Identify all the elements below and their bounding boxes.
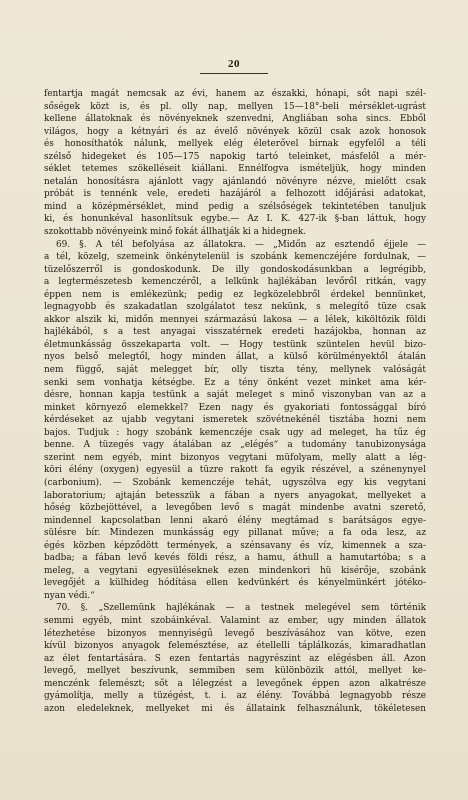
text-line: 70. §. „Szellemünk hajlékának — a testnek melegével sem történik	[56, 603, 426, 614]
text-line: tüzelőszerről is gondoskodunk. De illy gondoskodásunkban a legrégibb,	[44, 264, 426, 275]
text-line: hőség közbejöttével, a levegőben levő s magát mindenbe avatni szerető,	[44, 503, 426, 514]
text-line: séklet tetemes szökelléseit kiállani. Ennélfogva ismételjük, hogy minden	[44, 164, 426, 175]
text-line: benne. A tüzegés vagy átalában az „elégés“ a tudomány tanubizonysága	[44, 440, 426, 451]
text-line: nyan védi.“	[44, 590, 95, 601]
text-line: próbát is tennénk vele, eredeti hazájáról a felhozott időjárási adatokat,	[44, 189, 426, 200]
text-line: minket környező elemekkel? Ezen nagy és gyakoriati fontossággal bíró	[44, 402, 426, 413]
text-line: nem függő, saját melegget bír, olly tiszta tény, mellynek valóságát	[44, 365, 426, 376]
text-line: meleg, a vegytani egyesüléseknek ezen mindenkori hü kisérője, szobánk	[44, 565, 426, 576]
text-line: kérdéseket az ujabb vegytani ismeretek szövétnekénél tisztába hozni nem	[44, 415, 426, 426]
text-line: semmi egyéb, mint szobáinkéval. Valamint az ember, ugy minden állatok	[44, 615, 426, 626]
text-line: netalán honosításra ajánlott vagy ajánlandó növényre nézve, mielőtt csak	[44, 176, 426, 187]
text-line: köri élény (oxygen) egyesül a tüzre rakott fa egyik részével, a szénenynyel	[44, 465, 426, 476]
text-line: mind a középmérséklet, mind pedig a szélsőségek tekintetében tanuljuk	[44, 201, 426, 212]
text-line: akkor alszik ki, midőn mennyei származású lakosa — a lélek, kiköltözik földi	[44, 314, 426, 325]
text-line: levegőjét a külhideg hódítása ellen kedvünkért és kényelmünkért jótéko-	[44, 578, 426, 589]
text-line: szokottabb növényeink minő fokát állhatják ki a hidegnek.	[44, 227, 307, 238]
text-line: (carbonium). — Szobánk kemenczéje tehát, ugyszólva egy kis vegytani	[44, 477, 426, 488]
header-rule	[200, 73, 268, 74]
text-line: hajlékából, s a test anyagai visszatérnek eredeti hazájokba, honnan az	[44, 327, 426, 338]
text-line: 69. §. A tél befolyása az állatokra. — „Midőn az esztendő éjjele —	[56, 239, 426, 250]
text-line: a tél, közelg, szemeink önkénytelenül is szobánk kemenczéjére fordulnak, —	[44, 252, 426, 263]
text-line: szélső hidegeket és 105—175 napokig tartó teleinket, másfelől a mér-	[44, 151, 426, 162]
text-line: mindennel kapcsolatban lenni akaró élény megtámad s barátságos egye-	[44, 515, 426, 526]
text-line: gyámolítja, melly a tüzégést, t. i. az élény. Továbbá legnagyobb része	[44, 691, 426, 702]
text-line: létezhetése bizonyos mennyiségű levegő beszívásához van kötve, ezen	[44, 628, 426, 639]
text-line: senki sem vonhatja kétségbe. Ez a tény önként vezet minket ama kér-	[44, 377, 426, 388]
text-line: fentartja magát nemcsak az évi, hanem az északki, hónapi, sőt napi szél-	[44, 89, 426, 99]
text-line: badba; a fában levő kevés földi rész, a hamu, áthull a hamutartóba; s a	[44, 553, 426, 564]
text-line: menczénk felemészt; sőt a lélegzést a levegőnek éppen azon alkatrésze	[44, 678, 426, 689]
text-line: sülésre bír. Mindezen munkásság egy pillanat műve; a fa oda lesz, az	[44, 528, 426, 539]
text-line: levegő, mellyet beszívunk, semmiben sem különbözik attól, mellyet ke-	[44, 666, 426, 677]
text-line: désre, honnan kapja testünk a saját meleget s minő viszonyban van az a	[44, 390, 426, 401]
text-line: kívül bizonyos anyagok felemésztése, az étellelli táplálkozás, kimaradhatlan	[44, 641, 426, 652]
text-line: életmunkásság összekaparta volt. — Hogy testünk szüntelen hevül bizo-	[44, 339, 426, 350]
text-line: legnagyobb és szakadatlan szolgálatot tesz nekünk, s melegítő tüze csak	[44, 302, 426, 313]
body-text	[44, 88, 426, 715]
text-line: kellene állatoknak és növényeknek szenvedni, Angliában soha sincs. Ebből	[44, 114, 426, 125]
text-line: ki, és honunkéval hasonlítsuk egybe.— Az I. K. 427-ik §-ban láttuk, hogy	[44, 214, 426, 225]
text-line: nyos belső melegtől, hogy minden állat, a külső körülményektől átalán	[44, 352, 426, 363]
page-number: 20	[228, 58, 240, 70]
text-line: azon eledeleknek, mellyeket mi és állataink felhasználunk, tökéletesen	[44, 703, 426, 714]
text-line: szerint nem egyéb, mint bizonyos vegytani müfolyam, melly alatt a lég-	[44, 452, 426, 463]
text-line: bajos. Tudjuk : hogy szobánk kemenczéje csak ugy ad meleget, ha tűz ég	[44, 427, 426, 438]
text-line: égés közben képződött termények, a szénsavany és víz, kimennek a sza-	[44, 540, 426, 551]
text-line: sőségek közt is, és pl. olly nap, mellyen 15—18°-beli mérséklet-ugrást	[44, 101, 426, 112]
text-line: az élet fentartására. S ezen fentartás nagyrészint az elégésben áll. Azon	[44, 653, 426, 664]
text-line: a legtermészetesb kemenczéről, a lelkünk hajlékában levőről ritkán, vagy	[44, 277, 426, 288]
text-line: világos, hogy a kétnyári és az évelő növények közül csak azok honosok	[44, 126, 426, 137]
text-line: éppen nem is emlékezünk; pedig ez legközelebbről érdekel bennünket,	[44, 289, 426, 300]
text-line: és honosíthatók nálunk, mellyek elég életerővel birnak egyfelől a téli	[44, 139, 426, 150]
text-line: laboratorium; ajtaján betesszük a fában a nyers anyagokat, mellyeket a	[44, 490, 426, 501]
